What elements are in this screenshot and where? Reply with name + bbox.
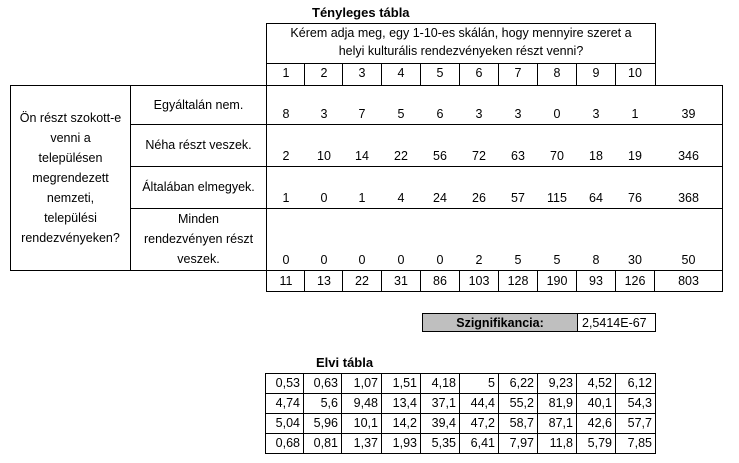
cell-value: 3	[514, 107, 522, 121]
row-total: 50	[681, 253, 696, 267]
column-total: 86	[433, 274, 447, 288]
grid-line	[576, 373, 577, 454]
theoretical-cell: 0,63	[313, 376, 338, 390]
cell-value: 3	[592, 107, 600, 121]
row-label-line: Minden	[178, 212, 219, 226]
theoretical-cell: 4,74	[275, 396, 300, 410]
theoretical-cell: 6,12	[627, 376, 652, 390]
row-question-line: megrendezett	[32, 170, 109, 185]
theoretical-cell: 9,23	[548, 376, 573, 390]
cell-value: 8	[282, 107, 290, 121]
grid-line	[420, 270, 421, 291]
grid-line	[130, 166, 723, 167]
column-total: 11	[279, 274, 293, 288]
cell-value: 5	[553, 253, 561, 267]
scale-header-1: 1	[282, 66, 290, 81]
question-line-1: Kérem adja meg, egy 1-10-es skálán, hogy mennyire szeret a	[290, 26, 632, 41]
cell-value: 76	[628, 191, 642, 205]
grid-line	[303, 373, 304, 454]
grid-line	[265, 373, 266, 454]
grid-line	[130, 124, 723, 125]
theoretical-cell: 0,81	[313, 436, 338, 450]
theoretical-cell: 11,8	[549, 436, 573, 450]
cell-value: 64	[589, 191, 603, 205]
theoretical-cell: 47,2	[470, 416, 495, 430]
grid-line	[615, 270, 616, 291]
scale-header-4: 4	[397, 66, 405, 81]
cell-value: 56	[433, 149, 447, 163]
theoretical-cell: 14,2	[392, 416, 417, 430]
grand-total: 803	[678, 274, 699, 288]
column-total: 126	[624, 274, 646, 288]
grid-line	[266, 23, 656, 24]
cell-value: 0	[436, 253, 444, 267]
row-label-line: Néha részt veszek.	[145, 138, 252, 152]
grid-line	[654, 270, 655, 291]
grid-line	[498, 270, 499, 291]
cell-value: 115	[547, 191, 567, 205]
row-label-line: rendezvényen részt	[143, 232, 254, 246]
cell-value: 0	[320, 253, 328, 267]
theoretical-cell: 0,53	[275, 376, 300, 390]
cell-value: 1	[282, 191, 290, 205]
grid-line	[304, 270, 305, 291]
cell-value: 3	[320, 107, 328, 121]
grid-line	[265, 373, 656, 374]
grid-line	[265, 413, 656, 414]
cell-value: 14	[355, 149, 369, 163]
question-line-2: helyi kulturális rendezvényeken részt venni?	[338, 44, 584, 59]
grid-line	[420, 63, 421, 85]
cell-value: 0	[397, 253, 405, 267]
cell-value: 3	[475, 107, 483, 121]
cell-value: 2	[282, 149, 290, 163]
theoretical-cell: 9,48	[353, 396, 378, 410]
grid-line	[381, 63, 382, 85]
grid-line	[615, 373, 616, 454]
grid-line	[537, 63, 538, 85]
theoretical-cell: 5,96	[313, 416, 338, 430]
grid-line	[265, 453, 656, 454]
grid-line	[722, 85, 723, 291]
column-total: 93	[589, 274, 603, 288]
theoretical-table-title: Elvi tábla	[316, 355, 374, 370]
theoretical-cell: 58,7	[509, 416, 534, 430]
theoretical-cell: 6,22	[509, 376, 534, 390]
grid-line	[655, 23, 656, 85]
row-question	[10, 85, 131, 270]
scale-header-3: 3	[358, 66, 366, 81]
theoretical-cell: 1,37	[353, 436, 378, 450]
actual-table-title: Tényleges tábla	[312, 5, 410, 20]
theoretical-cell: 5,79	[587, 436, 612, 450]
grid-line	[266, 23, 267, 85]
grid-line	[459, 63, 460, 85]
cell-value: 4	[397, 191, 405, 205]
column-total: 103	[468, 274, 490, 288]
cell-value: 63	[511, 149, 525, 163]
row-question-line: rendezvényeken?	[21, 230, 120, 245]
grid-line	[498, 373, 499, 454]
grid-line	[576, 270, 577, 291]
significance-value: 2,5414E-67	[577, 313, 656, 332]
row-label-line: Általában elmegyek.	[142, 180, 255, 194]
cell-value: 30	[628, 253, 642, 267]
theoretical-cell: 6,41	[470, 436, 495, 450]
row-question-line: településen	[38, 150, 103, 165]
grid-line	[576, 63, 577, 85]
grid-line	[10, 85, 723, 86]
theoretical-cell: 1,51	[392, 376, 417, 390]
scale-header-7: 7	[514, 66, 522, 81]
row-label	[131, 208, 266, 270]
grid-line	[130, 208, 723, 209]
grid-line	[537, 270, 538, 291]
theoretical-cell: 5	[488, 376, 495, 390]
row-question-line: venni a	[50, 130, 91, 145]
cell-value: 5	[397, 107, 405, 121]
cell-value: 72	[472, 149, 486, 163]
grid-line	[342, 63, 343, 85]
row-total: 346	[678, 149, 699, 163]
theoretical-cell: 42,6	[587, 416, 612, 430]
grid-line	[266, 63, 656, 64]
theoretical-cell: 13,4	[392, 396, 417, 410]
grid-line	[10, 270, 723, 271]
theoretical-cell: 5,35	[431, 436, 456, 450]
grid-line	[537, 373, 538, 454]
cell-value: 0	[282, 253, 290, 267]
grid-line	[265, 393, 656, 394]
grid-line	[266, 85, 267, 291]
theoretical-cell: 1,07	[353, 376, 378, 390]
cell-value: 1	[631, 107, 639, 121]
cell-value: 19	[628, 149, 642, 163]
grid-line	[420, 373, 421, 454]
significance-label: Szignifikancia:	[422, 313, 578, 332]
column-total: 190	[546, 274, 568, 288]
theoretical-cell: 37,1	[431, 396, 456, 410]
grid-line	[266, 291, 723, 292]
theoretical-cell: 5,6	[320, 396, 338, 410]
theoretical-cell: 55,2	[509, 396, 534, 410]
row-question-line: Ön részt szokott-e	[19, 110, 122, 125]
row-total: 368	[678, 191, 699, 205]
theoretical-cell: 7,97	[509, 436, 534, 450]
theoretical-cell: 40,1	[587, 396, 612, 410]
cell-value: 0	[358, 253, 366, 267]
grid-line	[265, 433, 656, 434]
row-label	[131, 166, 266, 208]
theoretical-cell: 81,9	[548, 396, 573, 410]
theoretical-cell: 39,4	[431, 416, 456, 430]
column-total: 22	[355, 274, 369, 288]
row-label-line: Egyáltalán nem.	[153, 97, 244, 112]
cell-value: 26	[472, 191, 486, 205]
scale-header-2: 2	[320, 66, 328, 81]
column-total: 128	[507, 274, 529, 288]
row-question-line: települési	[44, 210, 97, 225]
scale-header-10: 10	[628, 66, 642, 81]
cell-value: 0	[553, 107, 561, 121]
cell-value: 22	[394, 149, 408, 163]
theoretical-cell: 4,52	[587, 376, 612, 390]
grid-line	[341, 373, 342, 454]
cell-value: 18	[589, 149, 603, 163]
grid-line	[381, 270, 382, 291]
scale-header-8: 8	[553, 66, 561, 81]
cell-value: 24	[433, 191, 447, 205]
theoretical-cell: 57,7	[627, 416, 652, 430]
grid-line	[655, 373, 656, 454]
cell-value: 10	[317, 149, 331, 163]
grid-line	[615, 63, 616, 85]
cell-value: 1	[358, 191, 366, 205]
row-question-line: nemzeti,	[46, 190, 95, 205]
cell-value: 0	[320, 191, 328, 205]
column-total: 13	[317, 274, 331, 288]
column-total: 31	[394, 274, 408, 288]
grid-line	[459, 270, 460, 291]
cell-value: 57	[511, 191, 525, 205]
scale-header-9: 9	[592, 66, 600, 81]
grid-line	[459, 373, 460, 454]
grid-line	[381, 373, 382, 454]
grid-line	[130, 85, 131, 270]
scale-header-6: 6	[475, 66, 483, 81]
grid-line	[498, 63, 499, 85]
theoretical-cell: 7,85	[627, 436, 652, 450]
theoretical-cell: 10,1	[353, 416, 378, 430]
grid-line	[10, 85, 11, 270]
theoretical-cell: 44,4	[470, 396, 495, 410]
cell-value: 8	[592, 253, 600, 267]
theoretical-cell: 0,68	[275, 436, 300, 450]
cell-value: 6	[436, 107, 444, 121]
scale-header-5: 5	[436, 66, 444, 81]
grid-line	[304, 63, 305, 85]
theoretical-cell: 4,18	[431, 376, 456, 390]
theoretical-cell: 54,3	[627, 396, 652, 410]
grid-line	[342, 270, 343, 291]
theoretical-cell: 87,1	[548, 416, 573, 430]
row-label-line: veszek.	[177, 252, 220, 266]
row-label	[131, 124, 266, 166]
cell-value: 7	[358, 107, 366, 121]
row-label	[131, 85, 266, 124]
row-total: 39	[681, 107, 696, 121]
theoretical-cell: 1,93	[392, 436, 417, 450]
cell-value: 70	[550, 149, 564, 163]
cell-value: 5	[514, 253, 522, 267]
cell-value: 2	[475, 253, 483, 267]
theoretical-cell: 5,04	[275, 416, 300, 430]
